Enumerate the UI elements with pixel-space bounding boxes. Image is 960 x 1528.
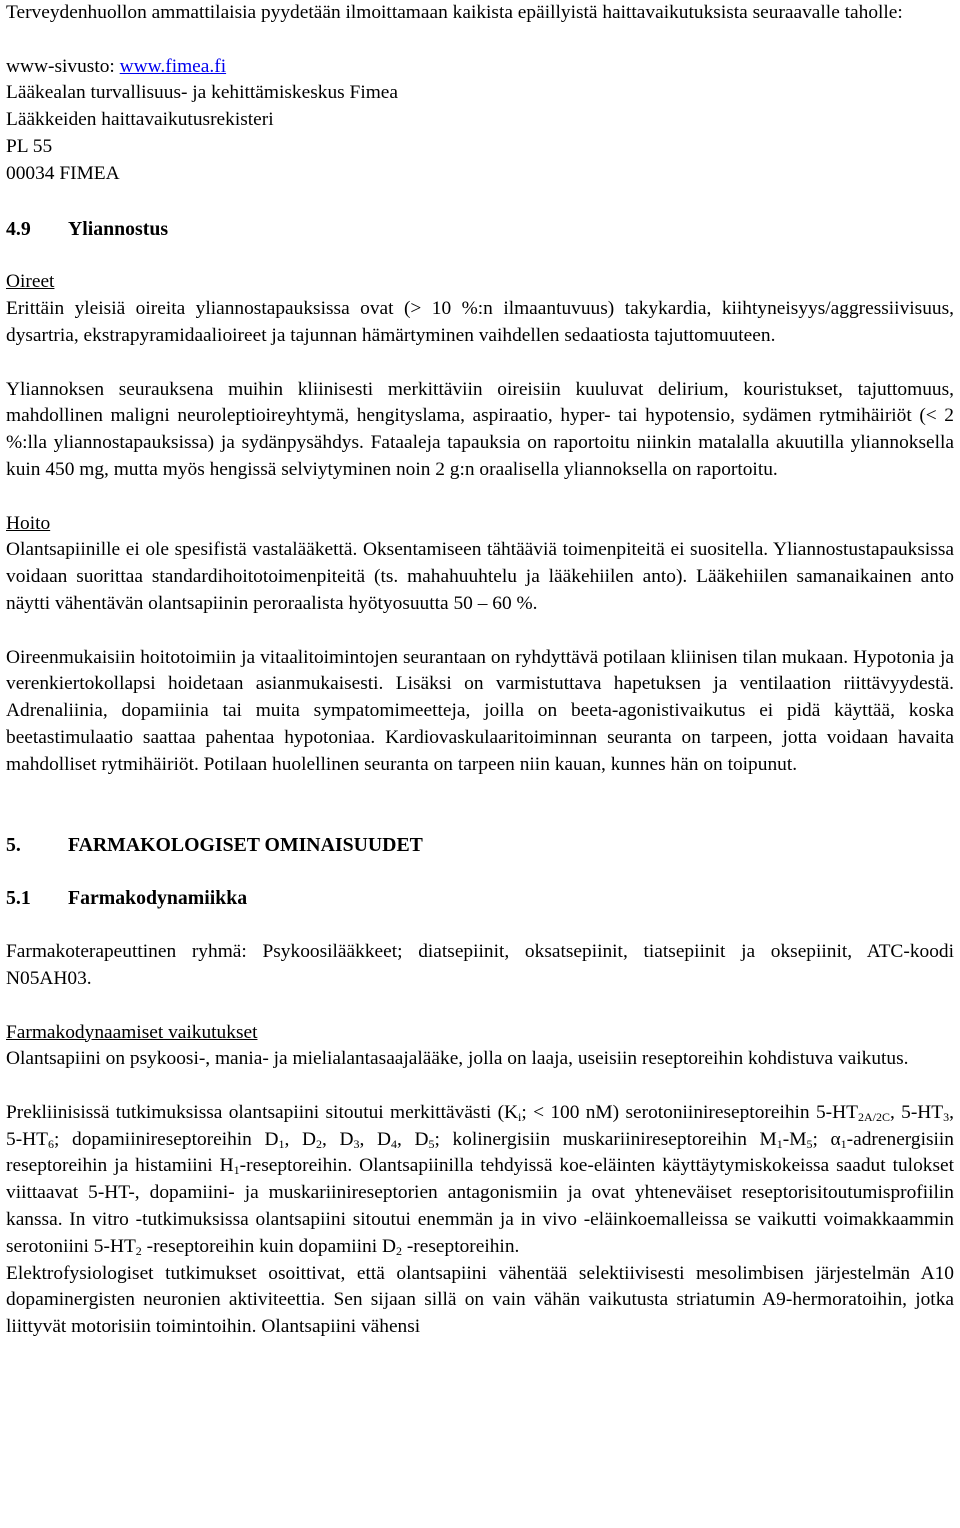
website-label: www-sivusto: [6, 55, 120, 77]
receptor-binding-paragraph: Prekliinisissä tutkimuksissa olantsapiini sitoutui merkittävästi ($K_i$; < 100 nM) serotoniinireseptoreihin $5-HT_{2A/2C}$, $5-HT_3$, $5-HT_6$; dopamiinireseptoreihin $D_1$, $D_2$, $D_3$, $D_4$, $D_5$; kolinergisiin muskariinireseptoreihin $M_1-M_5$; $\alpha_1$-adrenergisiin reseptoreihin ja histamiini $H_1$-reseptoreihin. Olantsapiinilla tehdyissä koe-eläinten käyttäytymiskokeissa saadut tulokset viittaavat 5-HT-, dopamiini- ja muskariinireseptorien antagonismiin ja ovat yhteneväiset reseptorisitoutumisprofiilin kanssa. In vitro -tutkimuksissa olantsapiini sitoutui enemmän ja in vivo -eläinkoemalleissa se vaikutti voimakkaammin serotoniini $5-HT_2$ -reseptoreihin kuin dopamiini $D_2$ -reseptoreihin. [6, 1101, 955, 1258]
symptoms-paragraph-2: Yliannoksen seurauksena muihin kliinisesti merkittäviin oireisiin kuuluvat delirium, kouristukset, tajuttomuus, mahdollinen maligni neuroleptioireyhtymä, hengityslama, aspiraatio, hyper- tai hypotensio, sydämen rytmihäiriöt (< 2 %:lla yliannostapauksissa) ja sydänpysähdys. Fataaleja tapauksia on raportoitu niinkin matalalla akuutilla yliannoksella kuin 450 mg, mutta myös hengissä selviytyminen noin 2 g:n oraalisella yliannoksella on raportoitu. [6, 378, 954, 480]
reporting-org: Lääkealan turvallisuus- ja kehittämiskeskus Fimea [6, 82, 399, 104]
section-5-title: FARMAKOLOGISET OMINAISUUDET [68, 833, 423, 856]
reporting-register: Lääkkeiden haittavaikutusrekisteri [6, 109, 274, 131]
electrophysiology-paragraph: Elektrofysiologiset tutkimukset osoittivat, että olantsapiini vähentää selektiivisesti mesolimbisen järjestelmän A10 dopaminergisten neuronien aktiviteettia. Sen sijaan sillä on vain vähän vaikutusta striatumin A9-hermoratoihin, jotka liittyvät motorisiin toimintoihin. Olantsapiini vähensi [6, 1262, 954, 1338]
treatment-heading: Hoito [6, 512, 51, 534]
fimea-link[interactable]: www.fimea.fi [119, 55, 227, 77]
section-5-1-heading [6, 885, 954, 912]
pharmacodynamic-effects-heading: Farmakodynaamiset vaikutukset [6, 1021, 258, 1043]
section-5-1-number: 5.1 [6, 887, 31, 910]
section-4-9-heading [6, 216, 954, 243]
reporting-website [6, 54, 954, 81]
reporting-intro: Terveydenhuollon ammattilaisia pyydetään ilmoittamaan kaikista epäillyistä haittavaikutuksista seuraavalle taholle: [6, 2, 903, 23]
reporting-postcode: 00034 FIMEA [6, 162, 120, 184]
pharmacotherapeutic-group: Farmakoterapeuttinen ryhmä: Psykoosilääkkeet; diatsepiinit, oksatsepiinit, tiatsepiinit ja oksepiinit, ATC-koodi N05AH03. [6, 941, 954, 989]
treatment-paragraph-1: Olantsapiinille ei ole spesifistä vastalääkettä. Oksentamiseen tähtääviä toimenpiteitä ei suositella. Yliannostustapauksissa voidaan suorittaa standardihoitotoimenpiteitä (ts. mahahuuhtelu ja lääkehiilen anto). Lääkehiilen samanaikainen anto näytti vähentävän olantsapiinin peroraalista hyötyosuutta 50 – 60 %. [6, 539, 954, 614]
section-4-9-number: 4.9 [6, 217, 31, 240]
section-4-9-title: Yliannostus [68, 217, 169, 240]
section-5-1-title: Farmakodynamiikka [68, 887, 248, 910]
reporting-pobox: PL 55 [6, 135, 53, 157]
section-5-heading [6, 832, 954, 859]
symptoms-paragraph-1: Erittäin yleisiä oireita yliannostapauksissa ovat (> 10 %:n ilmaantuvuus) takykardia, kiihtyneisyys/aggressiivisuus, dysartria, ekstrapyramidaalioireet ja tajunnan hämärtyminen vaihdellen sedaatiosta tajuttomuuteen. [6, 298, 954, 346]
treatment-paragraph-2: Oireenmukaisiin hoitotoimiin ja vitaalitoimintojen seurantaan on ryhdyttävä potilaan kliinisen tilan mukaan. Hypotonia ja verenkiertokollapsi hoidetaan asianmukaisesti. Lisäksi on varmistuttava hapetuksen ja ventilaation riittävyydestä. Adrenaliinia, dopamiinia tai muita sympatomimeetteja, joilla on beeta-agonistivaikutus ei pidä käyttää, koska beetastimulaatio saattaa pahentaa hypotoniaa. Kardiovaskulaaritoiminnan seuranta on tarpeen, jotta voidaan havaita mahdolliset rytmihäiriöt. Potilaan huolellinen seuranta on tarpeen niin kauan, kunnes hän on toipunut. [6, 646, 954, 775]
pharmacodynamic-effects-paragraph: Olantsapiini on psykoosi-, mania- ja mielialantasaajalääke, jolla on laaja, useisiin reseptoreihin kohdistuva vaikutus. [6, 1048, 909, 1070]
section-5-number: 5. [6, 833, 21, 856]
symptoms-heading: Oireet [6, 271, 55, 293]
